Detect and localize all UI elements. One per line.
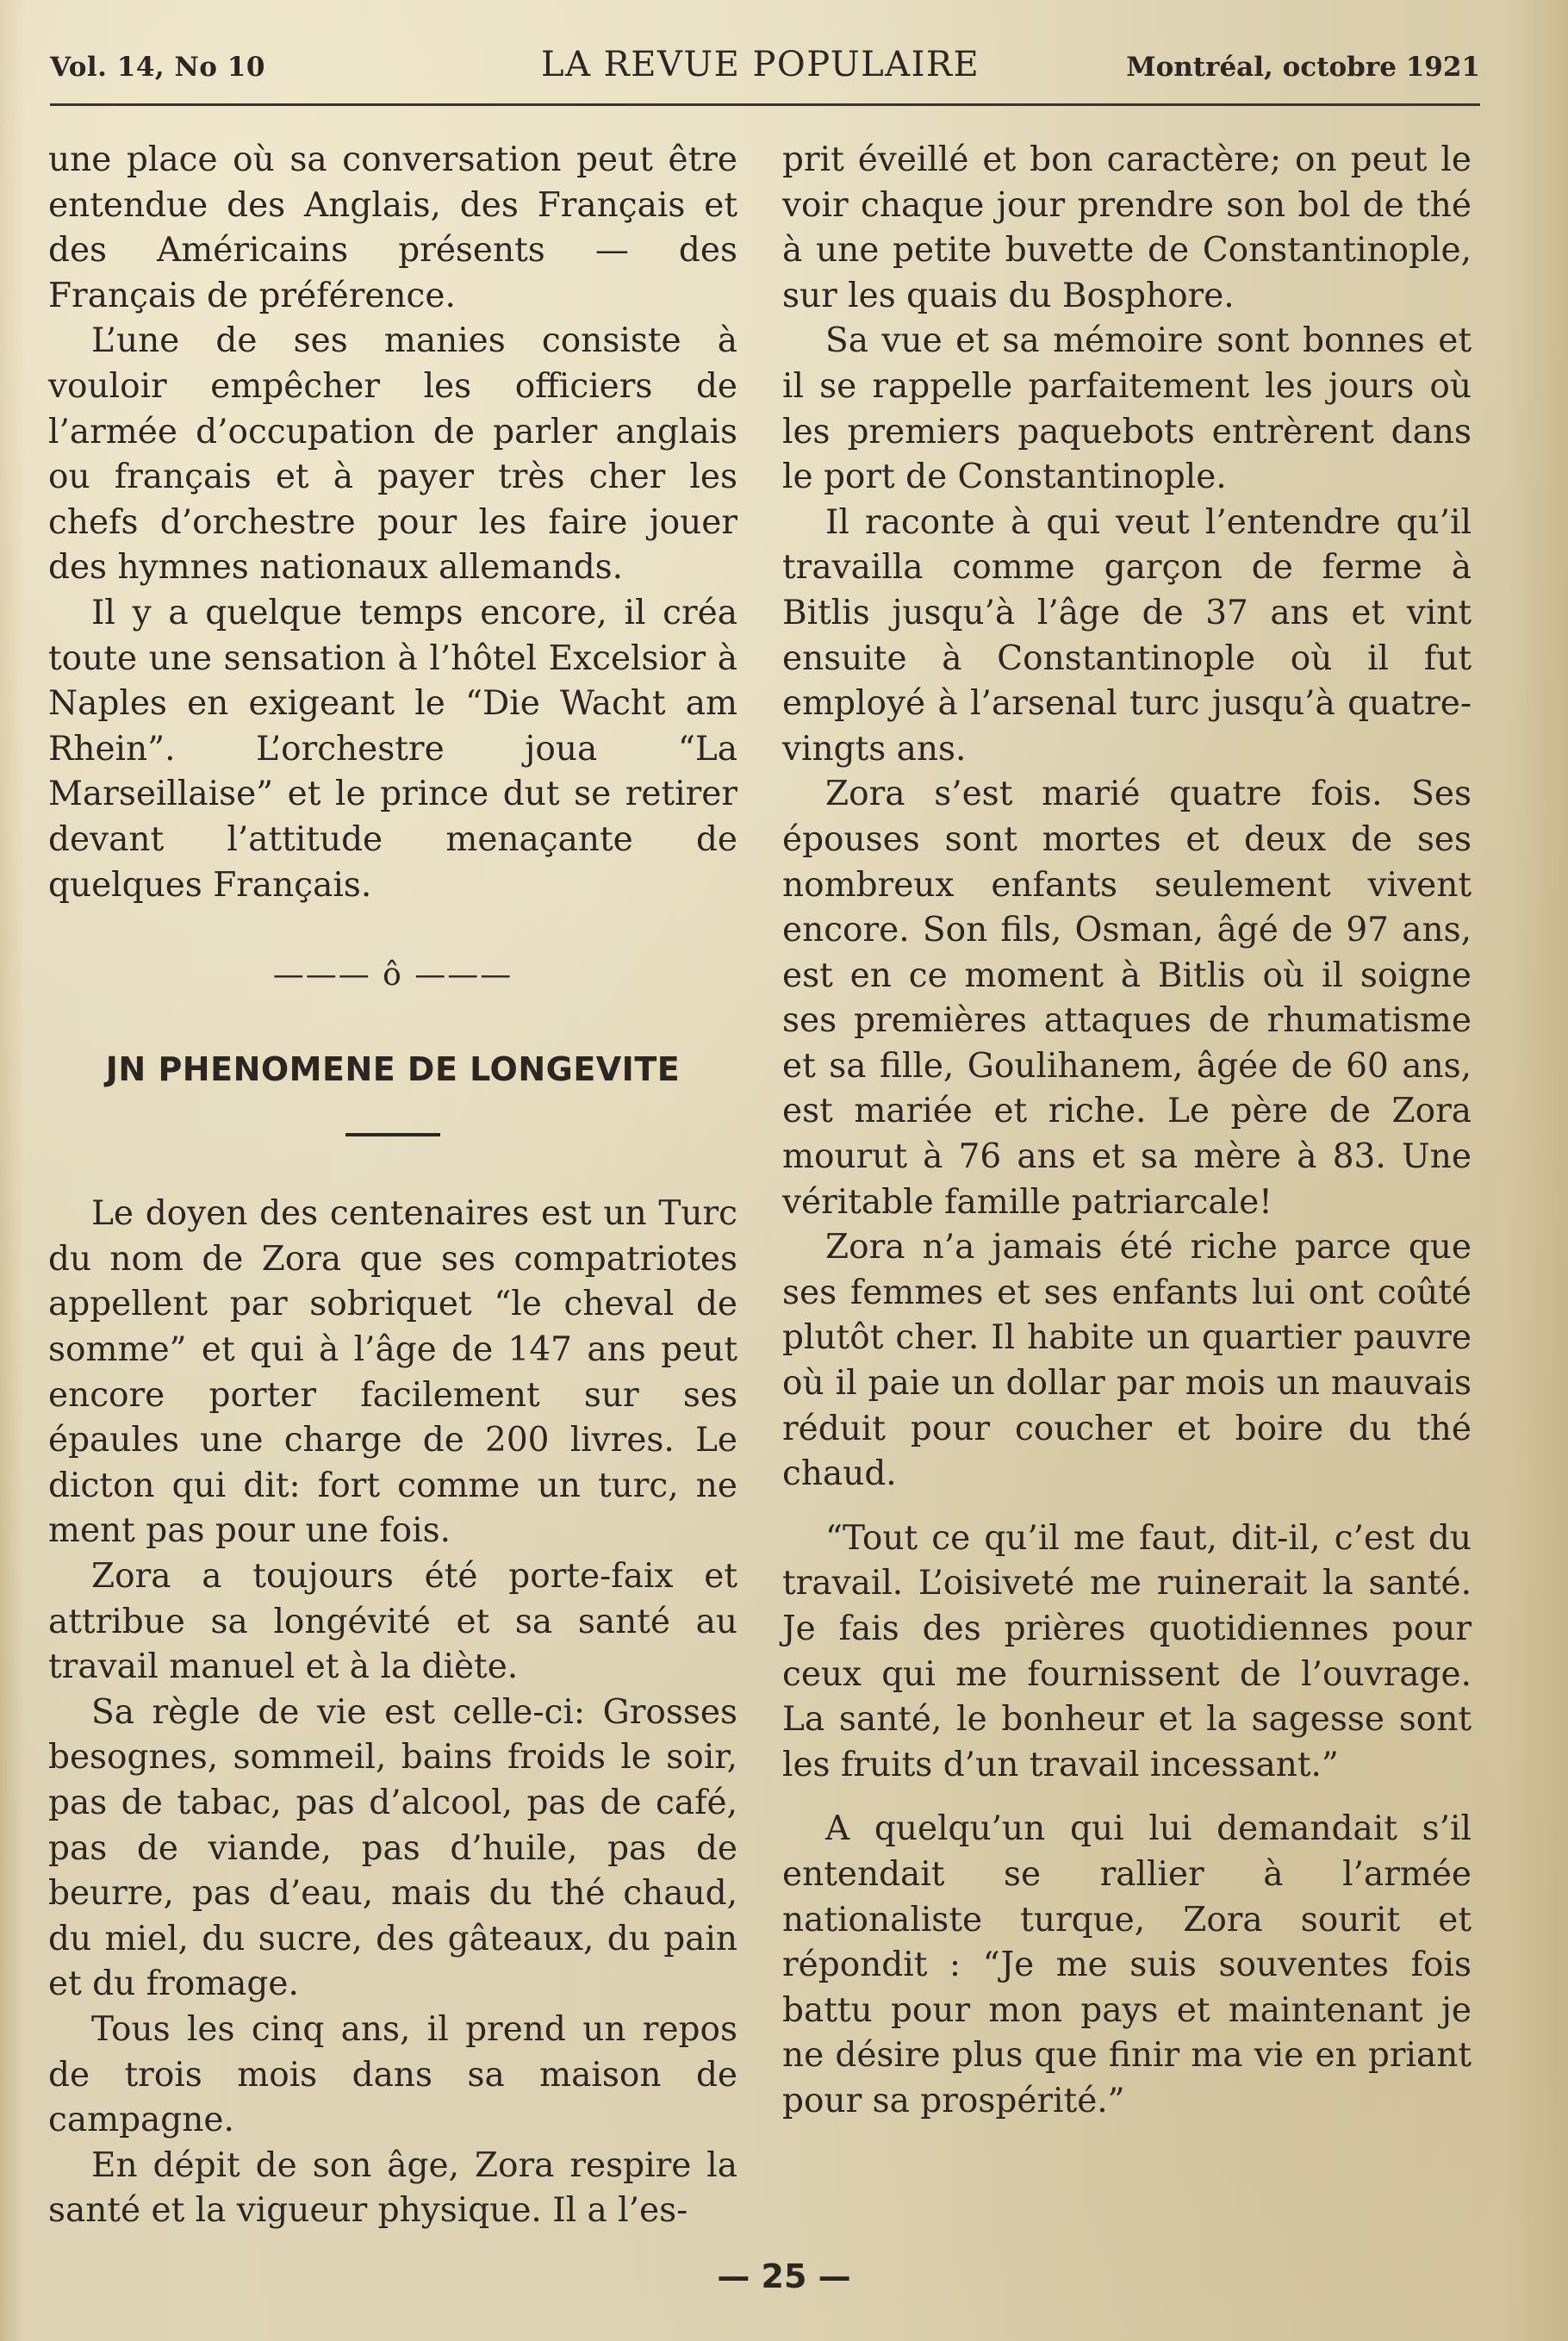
heading-rule bbox=[345, 1133, 440, 1136]
article-heading: JN PHENOMENE DE LONGEVITE bbox=[105, 1049, 681, 1088]
paragraph: A quelqu’un qui lui demandait s’il entendait se rallier à l’armée nationaliste turque, Zora sourit et répondit : “Je me suis souventes fois battu pour mon pays et maintenant je ne désire plus que finir ma vie en priant pour sa prospérité.” bbox=[782, 1809, 1472, 2120]
paragraph: Tous les cinq ans, il prend un repos de trois mois dans sa maison de campagne. bbox=[48, 2009, 737, 2140]
left-column bbox=[48, 138, 737, 2234]
paragraph: Il raconte à qui veut l’entendre qu’il travailla comme garçon de ferme à Bitlis jusqu’à l’âge de 37 ans et vint ensuite à Constantinople où il fut employé à l’arsenal turc jusqu’à quatre-vingts ans. bbox=[782, 502, 1472, 769]
paragraph: Zora n’a jamais été riche parce que ses femmes et ses enfants lui ont coûté plutôt cher. Il habite un quartier pauvre où il paie un dollar par mois un mauvais réduit pour coucher et boire du thé chaud. bbox=[782, 1228, 1472, 1494]
paragraph: une place où sa conversation peut être entendue des Anglais, des Français et des Américains présents — des Français de préférence. bbox=[48, 140, 737, 315]
paragraph-gap bbox=[782, 1788, 1472, 1807]
paragraph: En dépit de son âge, Zora respire la santé et la vigueur physique. Il a l’es- bbox=[48, 2145, 737, 2231]
section-divider: ——— ô ——— bbox=[272, 957, 513, 993]
page-number: — 25 — bbox=[717, 2257, 851, 2295]
running-header bbox=[50, 43, 1480, 95]
paragraph: Il y a quelque temps encore, il créa toute une sensation à l’hôtel Excelsior à Naples en exigeant le “Die Wacht am Rhein”. L’orchestre joua “La Marseillaise” et le prince dut se retirer devant l’attitude menaçante de quelques Français. bbox=[48, 593, 737, 905]
paragraph: Le doyen des centenaires est un Turc du nom de Zora que ses compatriotes appellent par sobriquet “le cheval de somme” et qui à l’âge de 147 ans peut encore porter facilement sur ses épaules une charge de 200 livres. Le dicton qui dit: fort comme un turc, ne ment pas pour une fois. bbox=[48, 1194, 737, 1551]
paragraph: Sa vue et sa mémoire sont bonnes et il se rappelle parfaitement les jours où les premiers paquebots entrèrent dans le port de Constantinople. bbox=[782, 321, 1472, 497]
paragraph-gap bbox=[782, 1497, 1472, 1516]
paragraph: L’une de ses manies consiste à vouloir empêcher les officiers de l’armée d’occupation de parler anglais ou français et à payer très cher les chefs d’orchestre pour les faire jouer des hymnes nationaux allemands. bbox=[48, 321, 737, 588]
publication-title: LA REVUE POPULAIRE bbox=[541, 45, 980, 84]
right-column bbox=[782, 138, 1472, 2125]
quote-paragraph: “Tout ce qu’il me faut, dit-il, c’est du travail. L’oisiveté me ruinerait la santé. Je fais des prières quotidiennes pour ceux qui me fournissent de l’ouvrage. La santé, le bonheur et la sagesse sont les fruits d’un travail incessant.” bbox=[782, 1518, 1472, 1784]
paragraph: Zora a toujours été porte-faix et attribue sa longévité et sa santé au travail manuel et à la diète. bbox=[48, 1557, 737, 1687]
paragraph: prit éveillé et bon caractère; on peut le voir chaque jour prendre son bol de thé à une petite buvette de Constantinople, sur les quais du Bosphore. bbox=[782, 140, 1472, 315]
header-rule bbox=[50, 103, 1480, 106]
paragraph: Sa règle de vie est celle-ci: Grosses besognes, sommeil, bains froids le soir, pas de tabac, pas d’alcool, pas de café, pas de viande, pas d’huile, pas de beurre, pas d’eau, mais du thé chaud, du miel, du sucre, des gâteaux, du pain et du fromage. bbox=[48, 1692, 737, 2004]
paragraph: Zora s’est marié quatre fois. Ses épouses sont mortes et deux de ses nombreux enfants seulement vivent encore. Son fils, Osman, âgé de 97 ans, est en ce moment à Bitlis où il soigne ses premières attaques de rhumatisme et sa fille, Goulihanem, âgée de 60 ans, est mariée et riche. Le père de Zora mourut à 76 ans et sa mère à 83. Une véritable famille patriarcale! bbox=[782, 775, 1472, 1222]
publication-place-date: Montréal, octobre 1921 bbox=[1126, 52, 1480, 83]
volume-number: Vol. 14, No 10 bbox=[50, 52, 265, 83]
